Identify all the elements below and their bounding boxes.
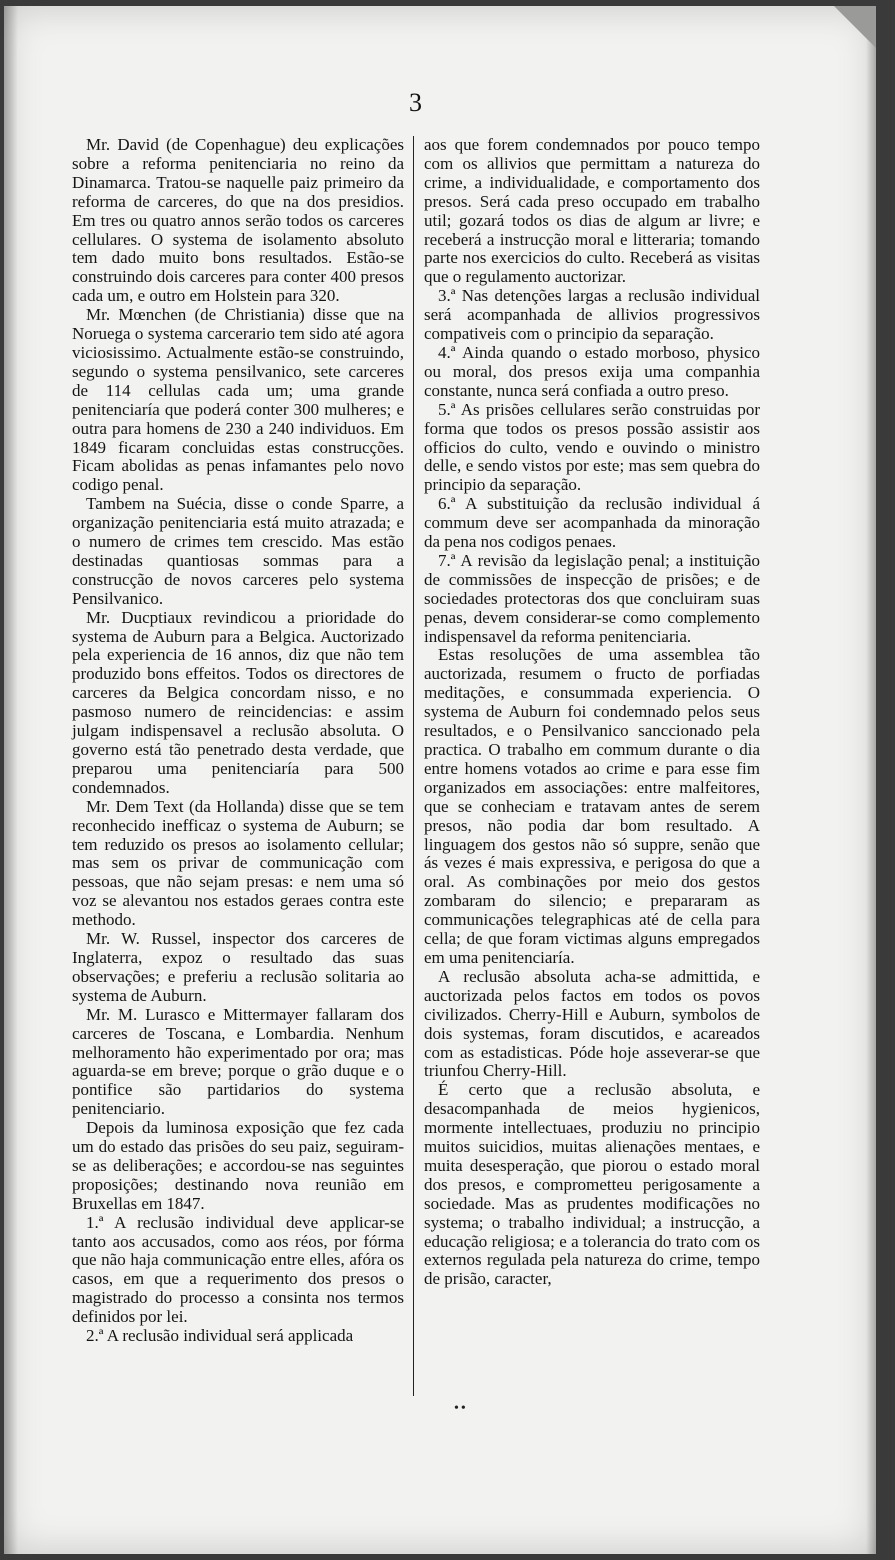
page-gutter-shadow [4,6,18,1554]
page-edge-shadow [866,6,876,1554]
paragraph: 2.ª A reclusão individual será applicada [86,1326,354,1346]
signature-mark: •• [454,1401,468,1416]
paragraph: 6.ª A substituição da reclusão individual á commum deve ser acompanhada da minoração da pena nos codigos penaes. [424,494,760,552]
paragraph: 4.ª Ainda quando o estado morboso, physico ou moral, dos presos exija uma companhia constante, nunca será confiada a outro preso. [424,342,760,400]
paragraph: Mr. Mœnchen (de Christiania) disse que na Noruega o systema carcerario tem sido até agora viciosissimo. Actualmente estão-se construindo, segundo o systema pensilvanico, sete carceres de 114 cellulas cada um; uma grande penitenciaría que poderá conter 300 mulheres; e outra para homens de 230 a 240 individuos. Em 1849 ficaram concluidas estas construcções. Ficam abolidas as penas infamantes pelo novo codigo penal. [72,305,404,495]
page-number: 3 [409,88,422,117]
paragraph: aos que forem condemnados por pouco tempo com os allivios que permittam a natureza do crime, a individualidade, e comportamento dos presos. Será cada preso occupado em trabalho util; gozará todos os dias de algum ar livre; e receberá a instrucção moral e litteraria; tomando parte nos exercicios do culto. Receberá as visitas que o regulamento auctorizar. [424,135,760,287]
book-page [4,6,876,1554]
paragraph: 5.ª As prisões cellulares serão construidas por forma que todos os presos possão assistir aos officios do culto, vendo e ouvindo o ministro delle, e sendo vistos por este; mas sem quebra do principio da separação. [424,399,760,495]
paragraph: A reclusão absoluta acha-se admittida, e auctorizada pelos factos em todos os povos civilizados. Cherry-Hill e Auburn, symbolos de dois systemas, foram discutidos, e acareados com as estadisticas. Póde hoje asseverar-se que triunfou Cherry-Hill. [424,966,760,1081]
column-divider [413,136,414,1396]
paragraph: É certo que a reclusão absoluta, e desacompanhada de meios hygienicos, mormente intellectuaes, produziu no principio muitos suicidios, muitas alienações mentaes, e muita desesperação, que piorou o estado moral dos presos, e comprometteu perigosamente a sociedade. Mas as prudentes modificações no systema; o trabalho individual; a instrucção, a educação religiosa; e a tolerancia do trato com os externos regulada pela natureza do crime, tempo de prisão, caracter, [424,1080,760,1289]
paragraph: Depois da luminosa exposição que fez cada um do estado das prisões do seu paiz, seguiram-se as deliberações; e accordou-se nas seguintes proposições; destinando nova reunião em Bruxellas em 1847. [72,1118,404,1213]
paragraph: 7.ª A revisão da legislação penal; a instituição de commissões de inspecção de prisões; e de sociedades protectoras dos que concluiram suas penas, devem considerar-se como complemento indispensavel da reforma penitenciaria. [424,550,760,646]
paragraph: Mr. M. Lurasco e Mittermayer fallaram dos carceres de Toscana, e Lombardia. Nenhum melhoramento hão experimentado por ora; mas aguarda-se em breve; porque o grão duque e o pontifice são partidarios do systema penitenciario. [72,1004,404,1119]
paragraph: Mr. Dem Text (da Hollanda) disse que se tem reconhecido inefficaz o systema de Auburn; se tem reduzido os presos ao isolamento cellular; mas sem os privar de communicação com pessoas, que não sejam presas: e nem uma só voz se alevantou nos estados geraes contra este methodo. [72,796,404,930]
folded-corner [834,6,876,48]
paragraph: Tambem na Suécia, disse o conde Sparre, a organização penitenciaria está muito atrazada; e o numero de crimes tem crescido. Mas estão destinadas quantiosas sommas para a construcção de novos carceres pelo systema Pensilvanico. [72,494,404,608]
paragraph: 1.ª A reclusão individual deve applicar-se tanto aos accusados, como aos réos, por fórma que não haja communicação entre elles, afóra os casos, em que a requerimento dos presos o magistrado do processo a consinta nos termos definidos por lei. [72,1212,404,1327]
paragraph: Mr. Ducptiaux revindicou a prioridade do systema de Auburn para a Belgica. Auctorizado pela experiencia de 16 annos, diz que não tem produzido bons effeitos. Todos os directores de carceres da Belgica concordam nisso, e no pasmoso numero de reincidencias: e assim julgam indispensavel a reclusão absoluta. O governo está tão penetrado desta verdade, que preparou uma penitenciaría para 500 condemnados. [72,607,404,797]
paragraph: Estas resoluções de uma assemblea tão auctorizada, resumem o fructo de porfiadas meditações, e consummada experiencia. O systema de Auburn foi condemnado pelos seus resultados, e o Pensilvanico sanccionado pela practica. O trabalho em commum durante o dia entre homens votados ao crime e para esse fim organizados em associações: entre malfeitores, que se conheciam e tratavam antes de serem presos, não podia dar bom resultado. A linguagem dos gestos não só suppre, senão que ás vezes é mais expressiva, e perigosa do que a oral. As combinações por meio dos gestos zombaram do silencio; e prepararam as communicações telegraphicas até de cella para cella; de que foram victimas alguns empregados em uma penitenciaría. [424,645,760,967]
right-column [424,136,760,1289]
paragraph: Mr. W. Russel, inspector dos carceres de Inglaterra, expoz o resultado das suas observações; e preferiu a reclusão solitaria ao systema de Auburn. [72,929,404,1005]
paragraph: Mr. David (de Copenhague) deu explicações sobre a reforma penitenciaria no reino da Dinamarca. Tratou-se naquelle paiz primeiro da reforma de carceres, do que na dos presidios. Em tres ou quatro annos serão todos os carceres cellulares. O systema de isolamento absoluto tem dado muito bons resultados. Estão-se construindo dois carceres para conter 400 presos cada um, e outro em Holstein para 320. [72,135,404,306]
paragraph: 3.ª Nas detenções largas a reclusão individual será acompanhada de allivios progressivos compativeis com o principio da separação. [424,286,760,344]
left-column [72,136,404,1346]
